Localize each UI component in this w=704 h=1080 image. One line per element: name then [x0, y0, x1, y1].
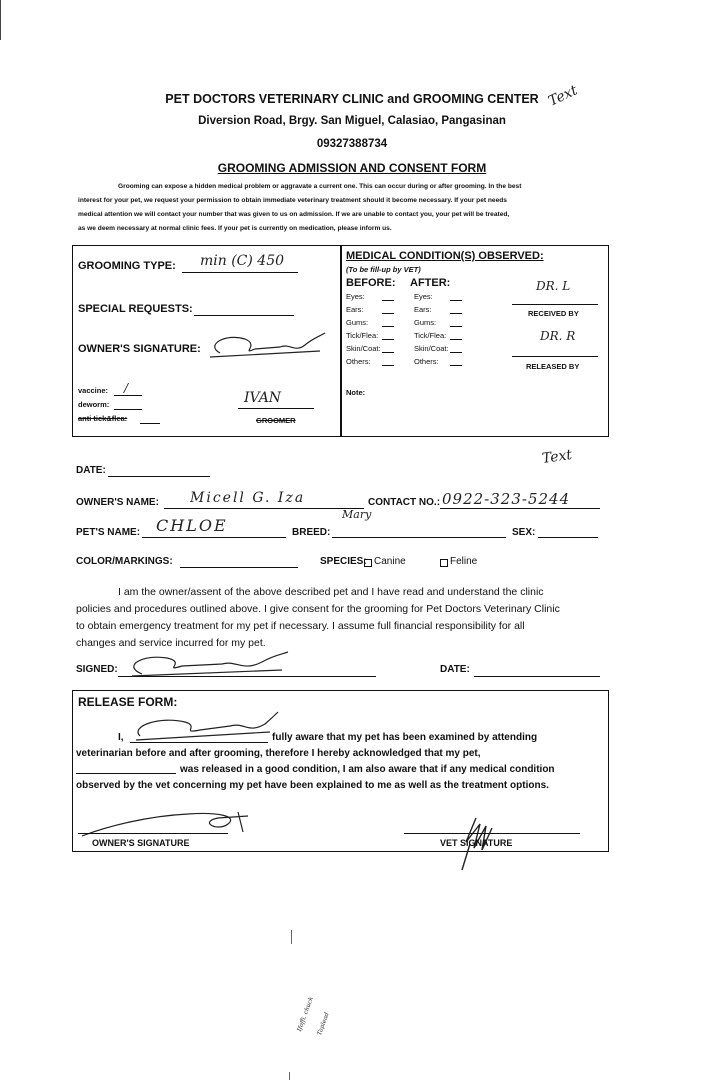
release-owner-sig-label: OWNER'S SIGNATURE: [92, 838, 190, 848]
before-condition-line: [382, 365, 394, 366]
vet-sig-label: VET SIGNATURE: [440, 838, 513, 848]
release-owner-signature-scribble: [78, 804, 258, 840]
sex-line: [538, 537, 598, 538]
before-condition-line: [382, 326, 394, 327]
owner-signature-scribble: [200, 325, 330, 365]
release-line-3: was released in a good condition, I am also aware that if any medical condition: [180, 764, 555, 775]
after-condition-label: Gums:: [414, 318, 437, 327]
canine-label: Canine: [374, 556, 406, 567]
released-value: DR. R: [540, 329, 576, 343]
release-line-1b: fully aware that my pet has been examined by attending: [272, 732, 538, 743]
owner-name-label: OWNER'S NAME:: [76, 497, 159, 508]
before-condition-line: [382, 352, 394, 353]
before-condition-label: Skin/Coat:: [346, 344, 381, 353]
medical-title: MEDICAL CONDITION(S) OBSERVED:: [346, 250, 544, 262]
date-label: DATE:: [76, 465, 106, 476]
breed-line: [332, 537, 506, 538]
release-line-4: observed by the vet concerning my pet have been explained to me as well as the treatment options.: [76, 780, 549, 791]
received-label: RECEIVED BY: [528, 309, 579, 318]
note-label: Note:: [346, 388, 366, 397]
contact-label: CONTACT NO.:: [368, 497, 441, 508]
anti-tick-line: [140, 423, 160, 424]
before-condition-label: Gums:: [346, 318, 369, 327]
contact-value: 0922-323-5244: [442, 490, 571, 508]
consent-signature-scribble: [122, 648, 292, 682]
species-label: SPECIES:: [320, 556, 367, 567]
owner-name-extra: Mary: [342, 508, 372, 521]
received-line: [512, 304, 598, 305]
consent-line-1: I am the owner/assent of the above described pet and I have read and understand the clinic: [118, 586, 544, 598]
intro-line-4: as we deem necessary at normal clinic fees. If your pet is currently on medication, please inform us.: [78, 225, 392, 232]
owner-signature-label: OWNER'S SIGNATURE:: [78, 343, 201, 355]
scan-edge-mark: [0, 0, 1, 40]
color-line: [180, 567, 298, 568]
color-label: COLOR/MARKINGS:: [76, 556, 173, 567]
released-label: RELEASED BY: [526, 362, 580, 371]
before-condition-label: Tick/Flea:: [346, 331, 379, 340]
released-line: [512, 356, 598, 357]
special-requests-line: [194, 315, 294, 316]
before-condition-line: [382, 339, 394, 340]
clinic-address: Diversion Road, Brgy. San Miguel, Calasiao, Pangasinan: [198, 115, 506, 127]
intro-line-2: interest for your pet, we request your permission to obtain immediate veterinary treatment should it become necessary. If your pet needs: [78, 197, 507, 204]
before-condition-line: [382, 313, 394, 314]
vet-sig-line: [404, 833, 580, 834]
before-condition-line: [382, 300, 394, 301]
anti-tick-label: anti tick&flea:: [78, 414, 128, 423]
clinic-phone: 09327388734: [316, 138, 388, 150]
intro-line-3: medical attention we will contact your number that was given to us on admission. If we are unable to contact you, your pet will be treated,: [78, 211, 510, 218]
groomer-value: IVAN: [244, 390, 282, 406]
text-note: Text: [541, 446, 574, 468]
received-value: DR. L: [536, 279, 571, 293]
consent-date-label: DATE:: [440, 664, 470, 675]
box-divider: [340, 245, 342, 437]
vaccine-line: [114, 395, 142, 396]
after-condition-line: [450, 365, 462, 366]
medical-subtitle: (To be fill-up by VET): [346, 265, 421, 274]
before-label: BEFORE:: [346, 277, 396, 289]
intro-line-1: Grooming can expose a hidden medical problem or aggravate a current one. This can occur during or after grooming. In the best: [118, 183, 522, 190]
after-condition-label: Others:: [414, 357, 439, 366]
after-condition-line: [450, 339, 462, 340]
vaccine-value: /: [124, 381, 129, 395]
scan-mark-1: [291, 930, 292, 944]
grooming-type-line: [182, 272, 298, 273]
after-condition-line: [450, 326, 462, 327]
feline-label: Feline: [450, 556, 478, 567]
pet-name-value: CHLOE: [156, 516, 228, 535]
consent-line-2: policies and procedures outlined above. I give consent for the grooming for Pet Doctors Veterinary Clinic: [76, 603, 560, 615]
after-condition-label: Tick/Flea:: [414, 331, 447, 340]
feline-checkbox[interactable]: [440, 559, 448, 567]
groomer-line: [238, 408, 314, 409]
grooming-type-value: min (C) 450: [200, 253, 285, 269]
before-condition-label: Ears:: [346, 305, 364, 314]
after-label: AFTER:: [410, 277, 451, 289]
after-condition-label: Ears:: [414, 305, 432, 314]
after-condition-line: [450, 352, 462, 353]
date-line: [108, 476, 210, 477]
pet-name-line: [142, 537, 286, 538]
after-condition-line: [450, 313, 462, 314]
after-condition-label: Eyes:: [414, 292, 433, 301]
before-condition-label: Eyes:: [346, 292, 365, 301]
consent-date-line: [474, 676, 600, 677]
groomer-label: GROOMER: [256, 416, 296, 425]
canine-checkbox[interactable]: [364, 559, 372, 567]
release-line-2: veterinarian before and after grooming, therefore I hereby acknowledged that my pet,: [76, 748, 481, 759]
deworm-label: deworm:: [78, 400, 110, 409]
grooming-type-label: GROOMING TYPE:: [78, 260, 176, 272]
special-requests-label: SPECIAL REQUESTS:: [78, 303, 193, 315]
release-owner-sig-line: [78, 833, 228, 834]
before-condition-label: Others:: [346, 357, 371, 366]
consent-line-4: changes and service incurred for my pet.: [76, 637, 266, 649]
after-condition-line: [450, 300, 462, 301]
after-condition-label: Skin/Coat:: [414, 344, 449, 353]
corner-note: Text: [546, 82, 581, 110]
owner-name-value: Micell G. Iza: [190, 490, 306, 506]
release-line-1a: I,: [118, 732, 124, 743]
pet-name-label: PET'S NAME:: [76, 527, 141, 538]
signed-label: SIGNED:: [76, 664, 118, 675]
sex-label: SEX:: [512, 527, 536, 538]
breed-label: BREED:: [292, 527, 331, 538]
release-title: RELEASE FORM:: [78, 695, 178, 709]
scan-mark-2: [289, 1072, 290, 1080]
contact-line: [440, 508, 600, 509]
deworm-line: [114, 409, 142, 410]
release-signature-scribble: [130, 712, 280, 744]
clinic-name: PET DOCTORS VETERINARY CLINIC and GROOMING CENTER: [165, 92, 539, 106]
margin-note-a: Ifoffi. chuck: [296, 995, 315, 1033]
form-title: GROOMING ADMISSION AND CONSENT FORM: [217, 161, 487, 175]
margin-note-b: Taplead: [316, 1011, 331, 1037]
consent-line-3: to obtain emergency treatment for my pet if necessary. I assume full financial responsibility for all: [76, 620, 525, 632]
vaccine-label: vaccine:: [78, 386, 109, 395]
release-pet-line: [76, 773, 176, 774]
owner-name-line: [164, 508, 364, 509]
